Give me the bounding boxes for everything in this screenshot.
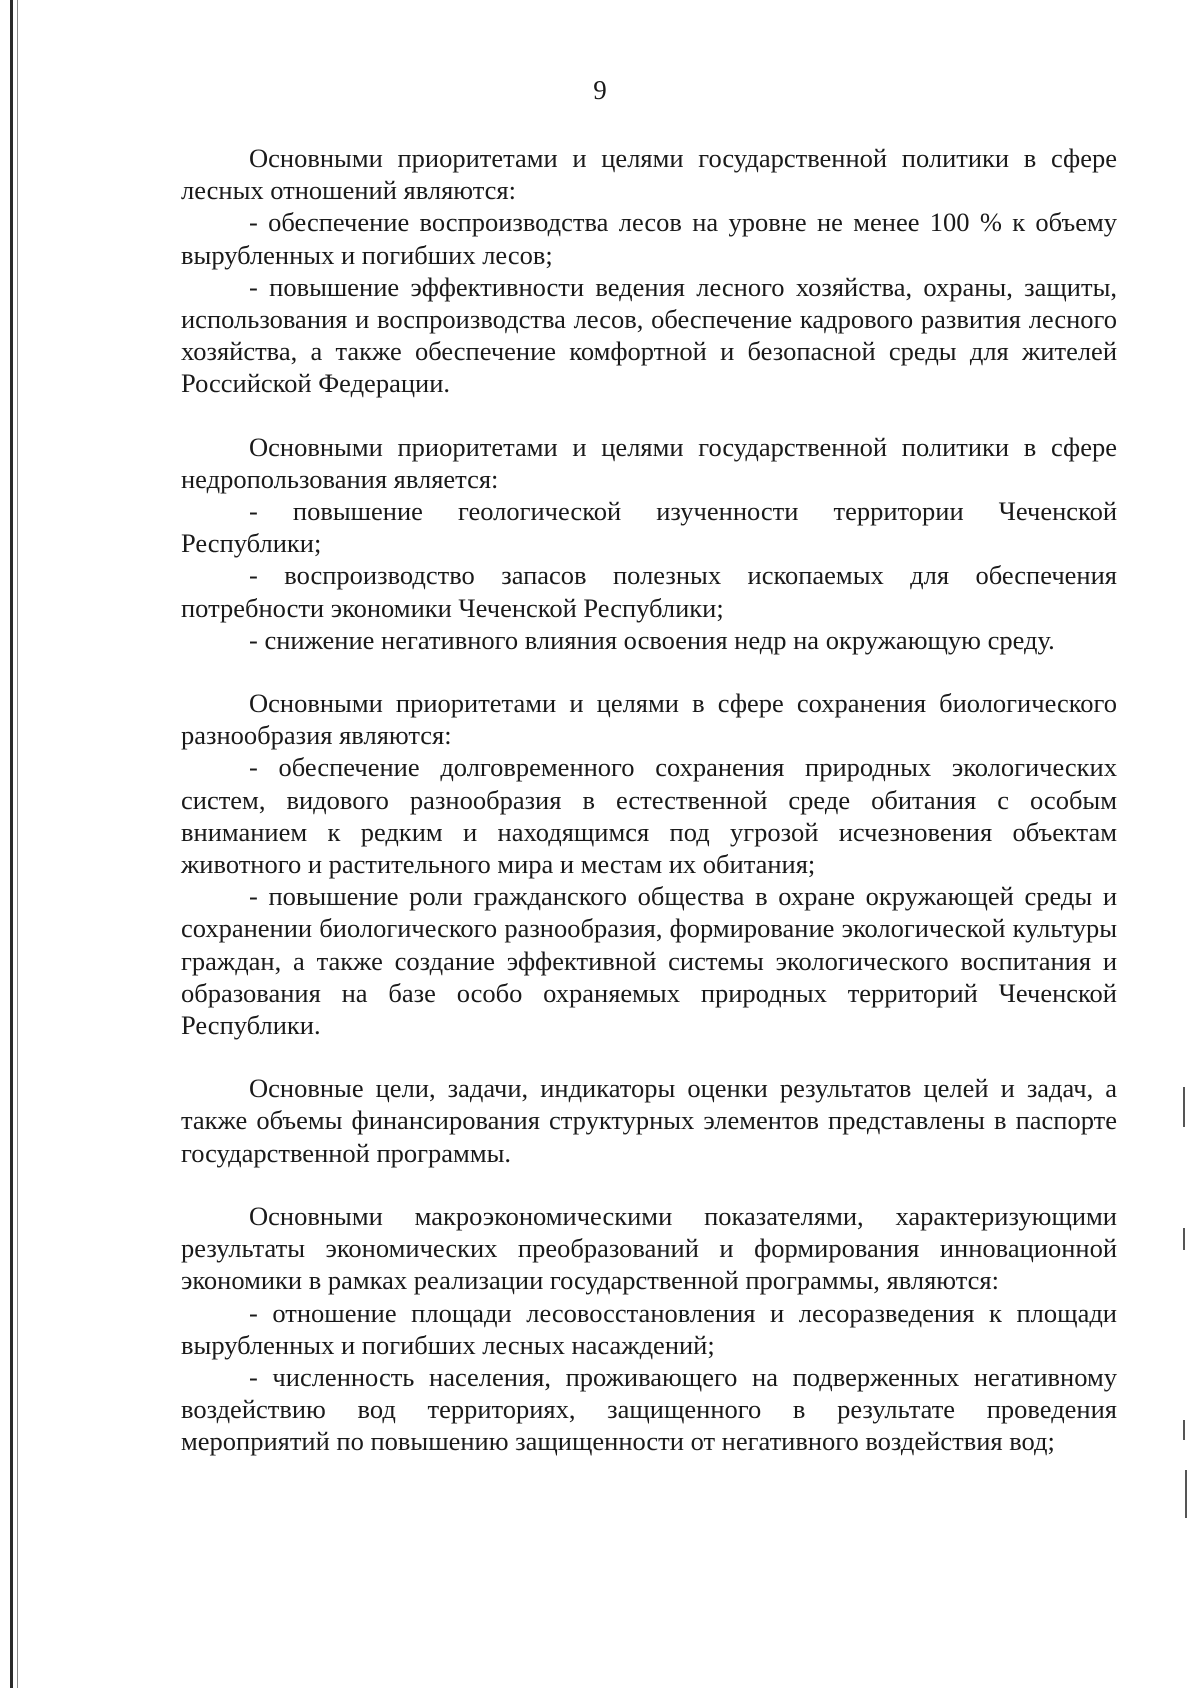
section-subsoil-use [181,431,1117,656]
page-number: 9 [593,75,607,105]
scan-mark [1185,1470,1187,1518]
list-item: - воспроизводство запасов полезных ископаемых для обеспечения потребности экономики Чеченской Республики; [181,560,1117,623]
list-item: - обеспечение долговременного сохранения природных экологических систем, видового разнообразия в естественной среде обитания с особым вниманием к редким и находящимся под угрозой исчезновения объектам животного и растительного мира и местам их обитания; [181,752,1117,880]
list-item: - повышение эффективности ведения лесного хозяйства, охраны, защиты, использования и воспроизводства лесов, обеспечение кадрового развития лесного хозяйства, а также обеспечение комфортной и безопасной среды для жителей Российской Федерации. [181,271,1117,399]
paragraph: Основными приоритетами и целями государственной политики в сфере недропользования является: [181,431,1117,494]
document-body [181,142,1117,1458]
scan-mark [1183,1228,1185,1250]
list-item: - повышение роли гражданского общества в охране окружающей среды и сохранении биологического разнообразия, формирование экологической культуры граждан, а также создание эффективной системы экологического воспитания и образования на базе особо охраняемых природных территорий Чеченской Республики. [181,881,1117,1041]
list-item: - повышение геологической изученности территории Чеченской Республики; [181,496,1117,559]
scan-mark [1183,1420,1185,1440]
paragraph: Основными макроэкономическими показателями, характеризующими результаты экономических преобразований и формирования инновационной экономики в рамках реализации государственной программы, являются: [181,1200,1117,1296]
list-item: - отношение площади лесовосстановления и лесоразведения к площади вырубленных и погибших лесных насаждений; [181,1297,1117,1360]
list-item: - обеспечение воспроизводства лесов на уровне не менее 100 % к объему вырубленных и погибших лесов; [181,207,1117,270]
list-item: - численность населения, проживающего на подверженных негативному воздействию вод территориях, защищенного в результате проведения мероприятий по повышению защищенности от негативного воздействия вод; [181,1361,1117,1457]
paragraph: Основными приоритетами и целями в сфере сохранения биологического разнообразия являются: [181,688,1117,751]
scan-mark [1183,1087,1185,1127]
section-forestry [181,142,1117,400]
paragraph: Основные цели, задачи, индикаторы оценки результатов целей и задач, а также объемы финансирования структурных элементов представлены в паспорте государственной программы. [181,1073,1117,1168]
paragraph: Основными приоритетами и целями государственной политики в сфере лесных отношений являются: [181,143,1117,206]
list-item: - снижение негативного влияния освоения недр на окружающую среду. [249,624,1055,655]
scan-edge-left-inner [17,0,18,1688]
section-macro-indicators [181,1200,1117,1458]
section-program-passport [181,1072,1117,1169]
scan-edge-left [10,0,13,1688]
section-biodiversity [181,687,1117,1041]
